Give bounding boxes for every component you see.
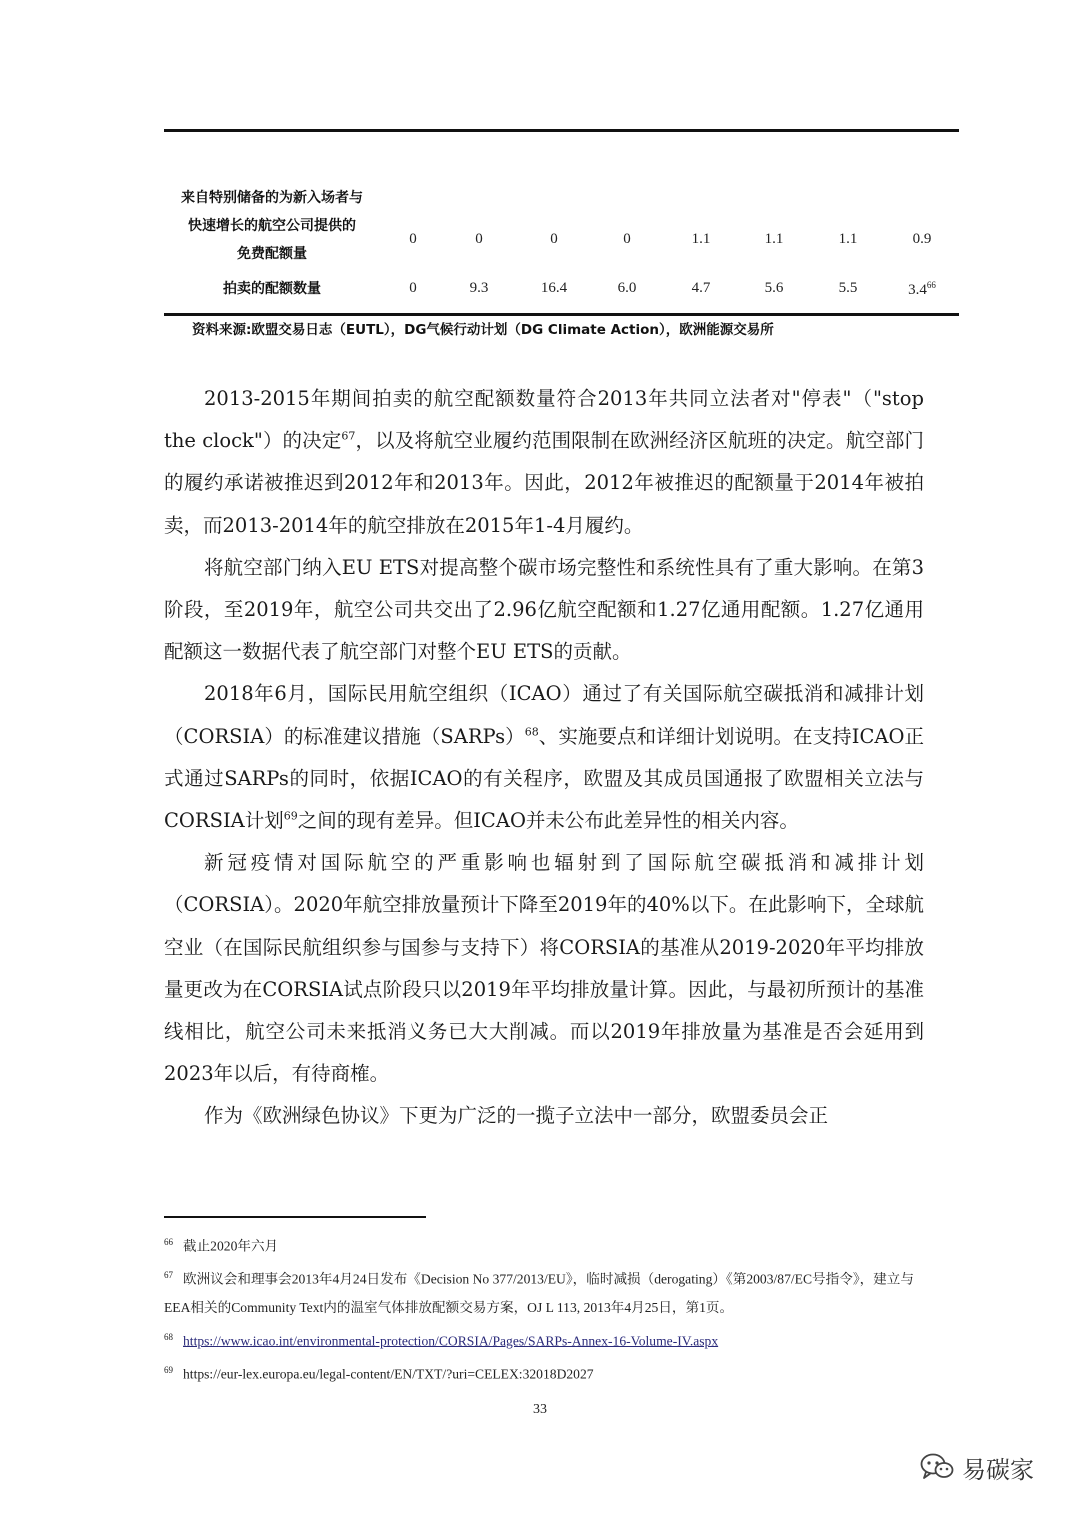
watermark-text: 易碳家 — [962, 1455, 1034, 1484]
footnote-ref[interactable]: 68 — [524, 725, 539, 739]
footnotes — [164, 1228, 924, 1389]
table-cell: 16.4 — [540, 280, 568, 296]
footnote-66: $^{66}$ 截止2020年六月 — [164, 1237, 279, 1254]
footnote-ref[interactable]: 69 — [283, 809, 298, 823]
paragraph: 2018年6月，国际民用航空组织（ICAO）通过了有关国际航空碳抵消和减排计划（CORSIA）的标准建议措施（SARPs）$^{68}$、实施要点和详细计划说明。在支持ICAO正式通过SARPs的同时，依据ICAO的有关程序，欧盟及其成员国通报了欧盟相关立法与CORSIA计划$^{69}$之间的现有差异。但ICAO并未公布此差异性的相关内容。 — [164, 682, 924, 833]
table-top-rule — [164, 129, 959, 132]
paragraph: 新冠疫情对国际航空的严重影响也辐射到了国际航空碳抵消和减排计划（CORSIA）。2020年航空排放量预计下降至2019年的40%以下。在此影响下，全球航空业（在国际民航组织参与国参与支持下）将CORSIA的基准从2019-2020年平均排放量更改为在CORSIA试点阶段只以2019年平均排放量计算。因此，与最初所预计的基准线相比，航空公司未来抵消义务已大大削减。而以2019年排放量为基准是否会延用到2023年以后，有待商榷。 — [164, 851, 924, 1086]
table-cell: 0 — [409, 231, 417, 247]
table-cell: 4.7 — [691, 280, 711, 296]
table-cell: 5.5 — [838, 280, 858, 296]
wechat-icon — [920, 1453, 954, 1481]
footnote-69: $^{69}$ https://eur-lex.europa.eu/legal-content/EN/TXT/?uri=CELEX:32018D2027 — [164, 1364, 594, 1382]
footnote-url-eurlex: https://eur-lex.europa.eu/legal-content/EN/TXT/?uri=CELEX:32018D2027 — [183, 1366, 594, 1382]
table-cell: 0 — [623, 231, 631, 247]
paragraph: 将航空部门纳入EU ETS对提高整个碳市场完整性和系统性具有了重大影响。在第3阶段，至2019年，航空公司共交出了2.96亿航空配额和1.27亿通用配额。1.27亿通用配额这一数据代表了航空部门对整个EU ETS的贡献。 — [164, 555, 924, 664]
footnote-67: $^{67}$ 欧洲议会和理事会2013年4月24日发布《Decision No 377/2013/EU》，临时减损（derogating）《第2003/87/EC号指令》，建立与EEA相关的Community Text内的温室气体排放配额交易方案，OJ L 113, 2013年4月25日，第1页。 — [164, 1270, 914, 1316]
paragraph: 2013-2015年期间拍卖的航空配额数量符合2013年共同立法者对"停表"（"stop the clock"）的决定$^{67}$，以及将航空业履约范围限制在欧洲经济区航班的决定。航空部门的履约承诺被推迟到2012年和2013年。因此，2012年被推迟的配额量于2014年被拍卖，而2013-2014年的航空排放在2015年1-4月履约。 — [164, 387, 924, 537]
table-bottom-rule — [164, 313, 959, 316]
body-text — [164, 378, 924, 1138]
table-cell: 9.3 — [469, 280, 489, 296]
table-row-label-free-allocation: 来自特别储备的为新入场者与 快速增长的航空公司提供的 免费配额量 — [181, 190, 363, 262]
table-cell: 1.1 — [764, 231, 784, 247]
table-cell: 0 — [550, 231, 558, 247]
watermark — [920, 1447, 1034, 1487]
footnote-68: $^{68}$ https://www.icao.int/environmental-protection/CORSIA/Pages/SARPs-Annex-16-Volume-IV.aspx — [164, 1331, 719, 1349]
table-row-label-auctioned: 拍卖的配额数量 — [223, 281, 321, 297]
paragraph: 作为《欧洲绿色协议》下更为广泛的一揽子立法中一部分，欧盟委员会正 — [204, 1104, 829, 1128]
table-cell-with-footnote: $3.4^{66}$ — [908, 280, 936, 298]
table-cell: 1.1 — [691, 231, 711, 247]
table-cell: 1.1 — [838, 231, 858, 247]
table-cell: 6.0 — [617, 280, 637, 296]
table-cell: 5.6 — [764, 280, 784, 296]
table-cell: 0 — [409, 280, 417, 296]
page-number: 33 — [533, 1402, 547, 1417]
footnote-link-icao[interactable]: https://www.icao.int/environmental-protection/CORSIA/Pages/SARPs-Annex-16-Volume-IV.aspx — [183, 1333, 719, 1349]
footnote-rule — [164, 1216, 426, 1218]
table-source-note: 资料来源:欧盟交易日志（EUTL），DG气候行动计划（DG Climate Action），欧洲能源交易所 — [192, 322, 774, 338]
footnote-ref[interactable]: 67 — [341, 429, 356, 443]
footnote-ref: 66 — [926, 280, 936, 290]
table-cell: 0.9 — [912, 231, 932, 247]
table-cell: 0 — [475, 231, 483, 247]
